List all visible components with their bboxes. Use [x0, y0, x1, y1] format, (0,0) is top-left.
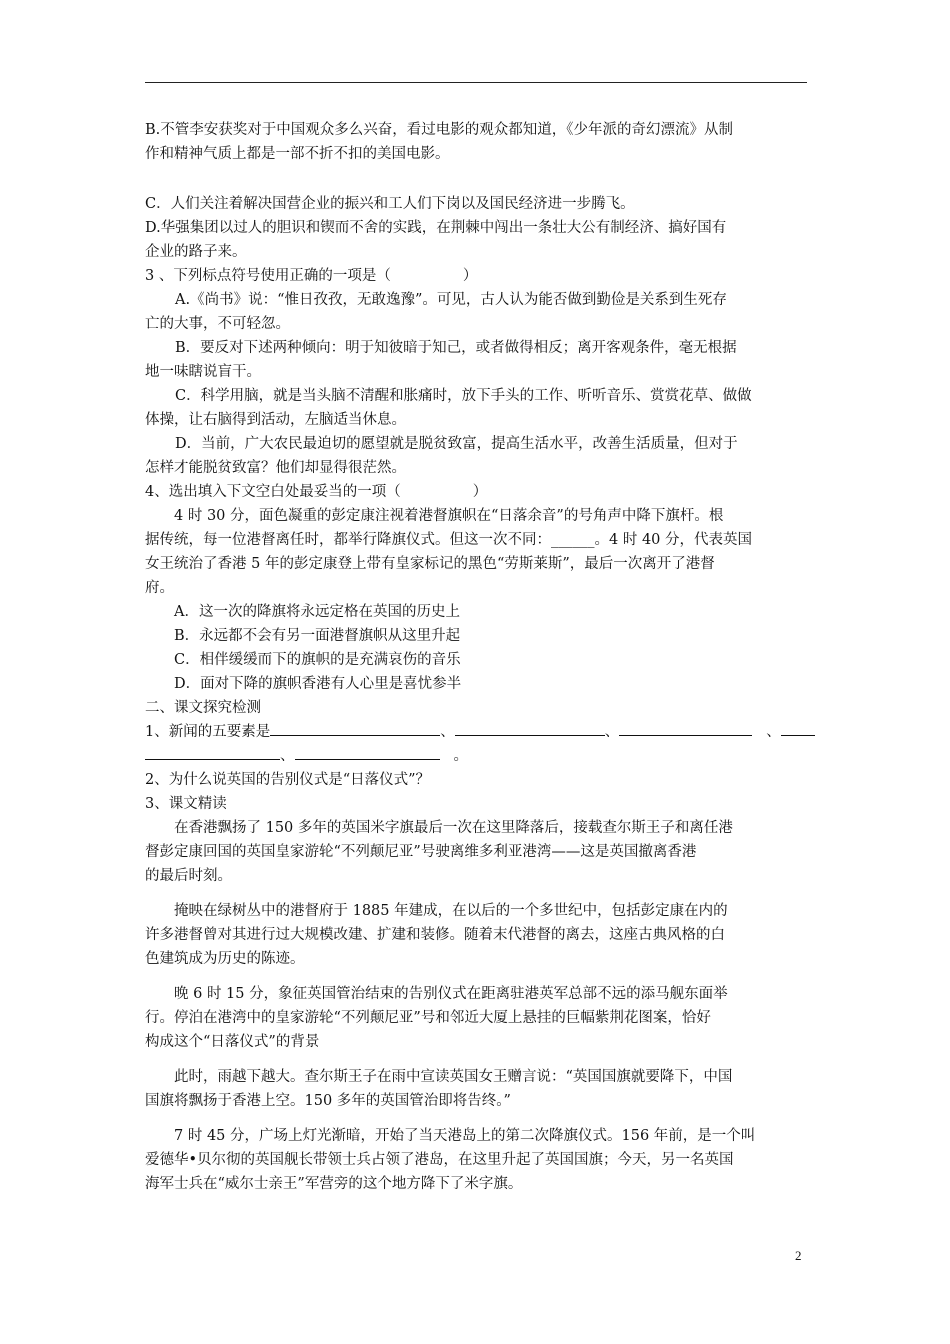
option-d-line2: 企业的路子来。: [145, 244, 247, 260]
q4-paren-close: ）: [472, 484, 488, 500]
reading-p5-line1: 7 时 45 分，广场上灯光渐暗，开始了当天港岛上的第二次降旗仪式。156 年前，是一个叫: [174, 1128, 756, 1144]
period: 。: [453, 748, 468, 764]
reading-p4-line2: 国旗将飘扬于香港上空。150 多年的英国管治即将告终。”: [145, 1093, 511, 1109]
reading-p2-line3: 色建筑成为历史的陈迹。: [145, 951, 305, 967]
fill-blank-1[interactable]: [270, 720, 440, 736]
q4-passage-line3: 女王统治了香港 5 年的彭定康登上带有皇家标记的黑色“劳斯莱斯”，最后一次离开了港督: [145, 556, 715, 572]
five-elements-line2: [145, 744, 807, 768]
q3-option-a-line2: 亡的大事，不可轻忽。: [145, 316, 290, 332]
q4-passage-line1: 4 时 30 分，面色凝重的彭定康注视着港督旗帜在“日落余音”的号角声中降下旗杆。根: [174, 508, 724, 524]
q3-option-a-line1: A.《尚书》说：“惟日孜孜，无敢逸豫”。可见，古人认为能否做到勤俭是关系到生死存: [175, 292, 727, 308]
question-4-stem: [145, 480, 807, 504]
reading-p4-line1: 此时，雨越下越大。查尔斯王子在雨中宣读英国女王赠言说：“英国国旗就要降下，中国: [174, 1069, 733, 1085]
fill-blank-4a[interactable]: [781, 720, 815, 736]
reading-p3-line3: 构成这个“日落仪式”的背景: [145, 1034, 320, 1050]
q4-option-d: D．面对下降的旗帜香港有人心里是喜忧参半: [174, 676, 462, 692]
fill-blank-2[interactable]: [455, 720, 605, 736]
five-elements-label: 1、新闻的五要素是: [145, 724, 271, 740]
q4-passage-line2: 据传统，每一位港督离任时，都举行降旗仪式。但这一次不同：______。4 时 40 分，代表英国: [145, 532, 753, 548]
q4-passage-line4: 府。: [145, 580, 174, 596]
q4-stem-text: 4、选出填入下文空白处最妥当的一项（: [145, 484, 401, 500]
q3-option-b-line2: 地一味瞎说盲干。: [145, 364, 261, 380]
q3-paren-close: ）: [462, 268, 478, 284]
option-d-line1: D.华强集团以过人的胆识和锲而不舍的实践，在荆棘中闯出一条壮大公有制经济、搞好国有: [145, 220, 727, 236]
separator: 、: [766, 724, 781, 740]
fill-blank-4b[interactable]: [145, 744, 280, 760]
question-2: 2、为什么说英国的告别仪式是“日落仪式”？: [145, 772, 431, 788]
reading-p1-line1: 在香港飘扬了 150 多年的英国米字旗最后一次在这里降落后，接载查尔斯王子和离任港: [174, 820, 733, 836]
q3-stem-text: 3 、下列标点符号使用正确的一项是（: [145, 268, 391, 284]
question-3-stem: [145, 264, 807, 288]
reading-p3-line1: 晚 6 时 15 分，象征英国管治结束的告别仪式在距离驻港英军总部不远的添马舰东面举: [174, 986, 728, 1002]
q3-option-d-line1: D．当前，广大农民最迫切的愿望就是脱贫致富，提高生活水平，改善生活质量，但对于: [175, 436, 738, 452]
q4-option-a: A．这一次的降旗将永远定格在英国的历史上: [174, 604, 460, 620]
reading-p3-line2: 行。停泊在港湾中的皇家游轮“不列颠尼亚”号和邻近大厦上悬挂的巨幅紫荆花图案，恰好: [145, 1010, 711, 1026]
q3-option-c-line2: 体操，让右脑得到活动，左脑适当休息。: [145, 412, 406, 428]
section-heading: 二、课文探究检测: [145, 700, 261, 716]
question-3-reading: 3、课文精读: [145, 796, 227, 812]
q3-option-d-line2: 怎样才能脱贫致富？他们却显得很茫然。: [145, 460, 406, 476]
reading-p1-line2: 督彭定康回国的英国皇家游轮“不列颠尼亚”号驶离维多利亚港湾——这是英国撤离香港: [145, 844, 697, 860]
q4-option-b: B．永远都不会有另一面港督旗帜从这里升起: [174, 628, 461, 644]
separator: 、: [280, 748, 295, 764]
separator: 、: [440, 724, 455, 740]
separator: 、: [604, 724, 620, 740]
reading-p2-line2: 许多港督曾对其进行过大规模改建、扩建和装修。随着末代港督的离去，这座古典风格的白: [145, 927, 725, 943]
q3-option-b-line1: B．要反对下述两种倾向：明于知彼暗于知己，或者做得相反；离开客观条件，毫无根据: [175, 340, 737, 356]
header-rule: [145, 82, 807, 83]
page-number: 2: [795, 1248, 802, 1263]
q4-option-c: C．相伴缓缓而下的旗帜的是充满哀伤的音乐: [174, 652, 461, 668]
q3-option-c-line1: C．科学用脑，就是当头脑不清醒和胀痛时，放下手头的工作、听听音乐、赏赏花草、做做: [175, 388, 752, 404]
fill-blank-5[interactable]: [295, 744, 440, 760]
reading-p5-line3: 海军士兵在“威尔士亲王”军营旁的这个地方降下了米字旗。: [145, 1176, 523, 1192]
fill-blank-3[interactable]: [619, 720, 752, 736]
option-b-line2: 作和精神气质上都是一部不折不扣的美国电影。: [145, 146, 450, 162]
page-content: [145, 118, 807, 1196]
reading-p1-line3: 的最后时刻。: [145, 868, 232, 884]
reading-p2-line1: 掩映在绿树丛中的港督府于 1885 年建成，在以后的一个多世纪中，包括彭定康在内的: [174, 903, 728, 919]
reading-p5-line2: 爱德华•贝尔彻的英国舰长带领士兵占领了港岛，在这里升起了英国国旗；今天，另一名英国: [145, 1152, 734, 1168]
option-b-line1: B.不管李安获奖对于中国观众多么兴奋，看过电影的观众都知道，《少年派的奇幻漂流》从制: [145, 122, 734, 138]
option-c: C．人们关注着解决国营企业的振兴和工人们下岗以及国民经济进一步腾飞。: [145, 196, 635, 212]
five-elements-line1: [145, 720, 807, 744]
